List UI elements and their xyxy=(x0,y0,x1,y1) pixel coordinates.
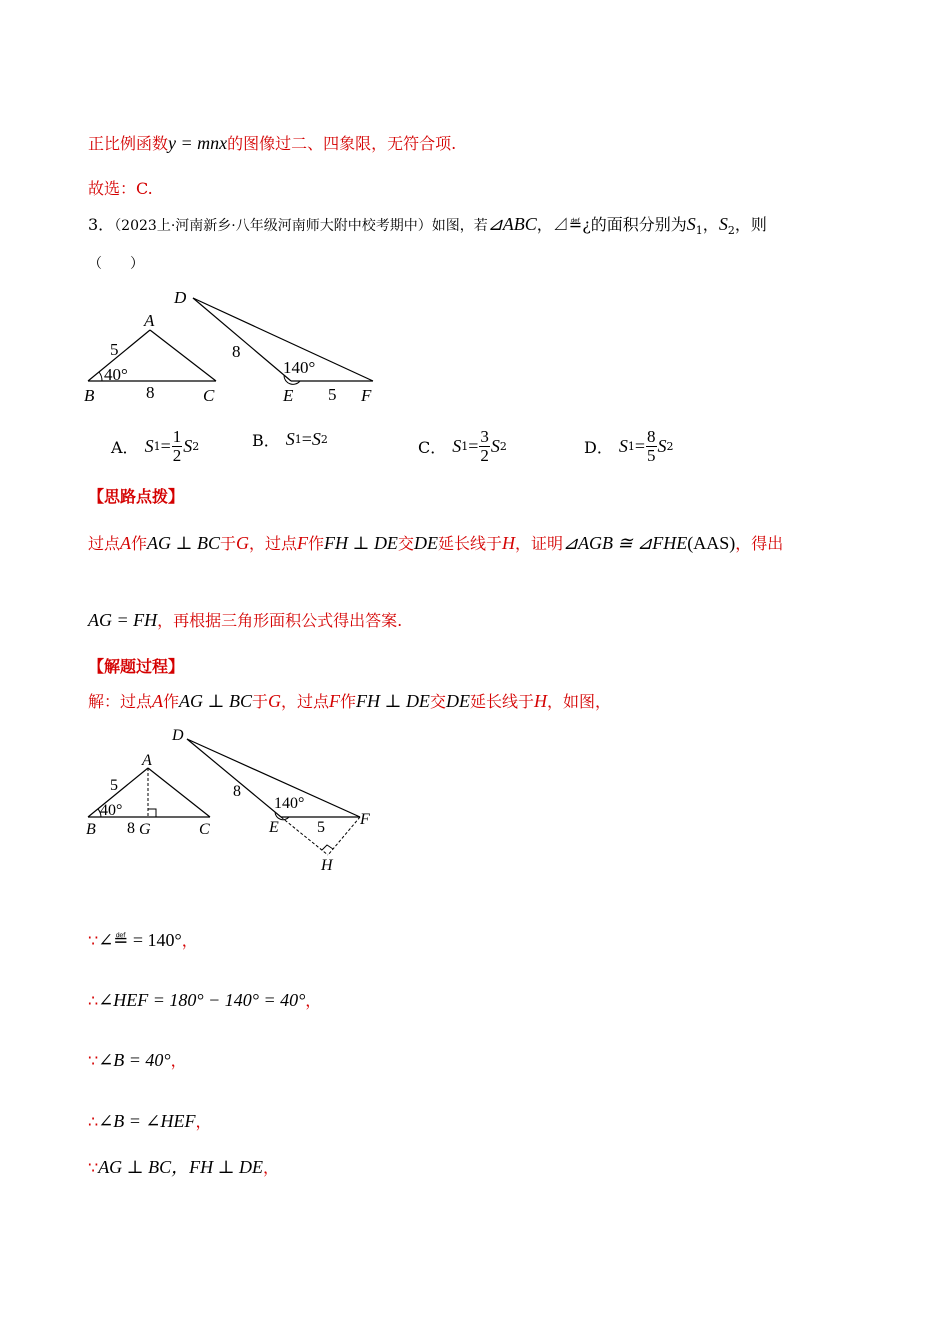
angle-e-value: 140° xyxy=(274,795,305,812)
solution-intro: 解：过点A作AG ⊥ BC于G，过点F作FH ⊥ DE交DE延长线于H，如图， xyxy=(88,691,611,711)
label-b: B xyxy=(86,821,96,838)
right-angle-g xyxy=(148,809,156,817)
length-de: 8 xyxy=(233,783,241,800)
length-bg: 8 xyxy=(127,820,135,837)
label-g: G xyxy=(139,821,151,838)
angle-b-value: 40° xyxy=(104,365,128,384)
proof-step-2: ∴∠HEF = 180° − 140° = 40°， xyxy=(88,990,322,1010)
label-c: C xyxy=(199,821,210,838)
length-ef: 5 xyxy=(317,819,325,836)
hint-line-1: 过点A作AG ⊥ BC于G，过点F作FH ⊥ DE交DE延长线于H，证明⊿AGB ≅ ⊿FHE(AAS)，得出 xyxy=(88,533,784,553)
option-b[interactable]: B． S 1 = S 2 xyxy=(252,429,328,450)
segment-de xyxy=(193,298,291,381)
proof-step-5: ∵AG ⊥ BC，FH ⊥ DE， xyxy=(88,1157,280,1177)
label-c: C xyxy=(203,386,215,405)
angle-e-value: 140° xyxy=(283,358,316,377)
length-ab: 5 xyxy=(110,340,119,359)
segment-ac xyxy=(148,768,210,817)
figure-2-triangles xyxy=(80,720,390,880)
label-h: H xyxy=(321,857,333,874)
solution-title: 【解题过程】 xyxy=(88,657,185,676)
right-angle-h xyxy=(322,845,333,850)
label-e: E xyxy=(269,819,279,836)
angle-b-arc xyxy=(99,372,102,381)
label-a: A xyxy=(142,752,152,769)
solution-line-1: 正比例函数y = mnx的图像过二、四象限，无符合项. xyxy=(88,133,457,153)
segment-de xyxy=(187,739,281,817)
angle-b-value: 40° xyxy=(100,802,123,819)
length-bc: 8 xyxy=(146,383,155,402)
length-ab: 5 xyxy=(110,777,118,794)
proof-step-1: ∵∠≝ = 140°， xyxy=(88,930,198,950)
label-d: D xyxy=(174,288,187,307)
label-b: B xyxy=(84,386,95,405)
answer-line: 故选：C. xyxy=(88,179,153,198)
option-a[interactable]: A． S 1 = $\frac{1}{2}$ S 2 xyxy=(111,427,200,465)
hint-line-2: AG = FH，再根据三角形面积公式得出答案. xyxy=(88,610,403,630)
length-ef: 5 xyxy=(328,385,337,404)
proof-step-4: ∴∠B = ∠HEF， xyxy=(88,1111,212,1131)
option-c[interactable]: C． S 1 = $\frac{3}{2}$ S 2 xyxy=(418,427,507,465)
label-f: F xyxy=(361,386,372,405)
label-f: F xyxy=(360,811,370,828)
segment-ac xyxy=(150,330,216,381)
question-3: 3．（2023上·河南新乡·八年级河南师大附中校考期中）如图，若⊿ABC，⊿≝¿的面积分别为$S_1$，$S_2$，则 xyxy=(88,214,767,238)
hint-title: 【思路点拨】 xyxy=(88,487,185,506)
answer-parentheses: （ ） xyxy=(88,256,144,272)
proof-step-3: ∵∠B = 40°， xyxy=(88,1050,187,1070)
label-e: E xyxy=(283,386,294,405)
figure-1-triangles xyxy=(80,284,390,409)
label-a: A xyxy=(144,311,155,330)
option-d[interactable]: D． S 1 = $\frac{8}{5}$ S 2 xyxy=(584,427,674,465)
label-d: D xyxy=(172,727,184,744)
length-de: 8 xyxy=(232,342,241,361)
